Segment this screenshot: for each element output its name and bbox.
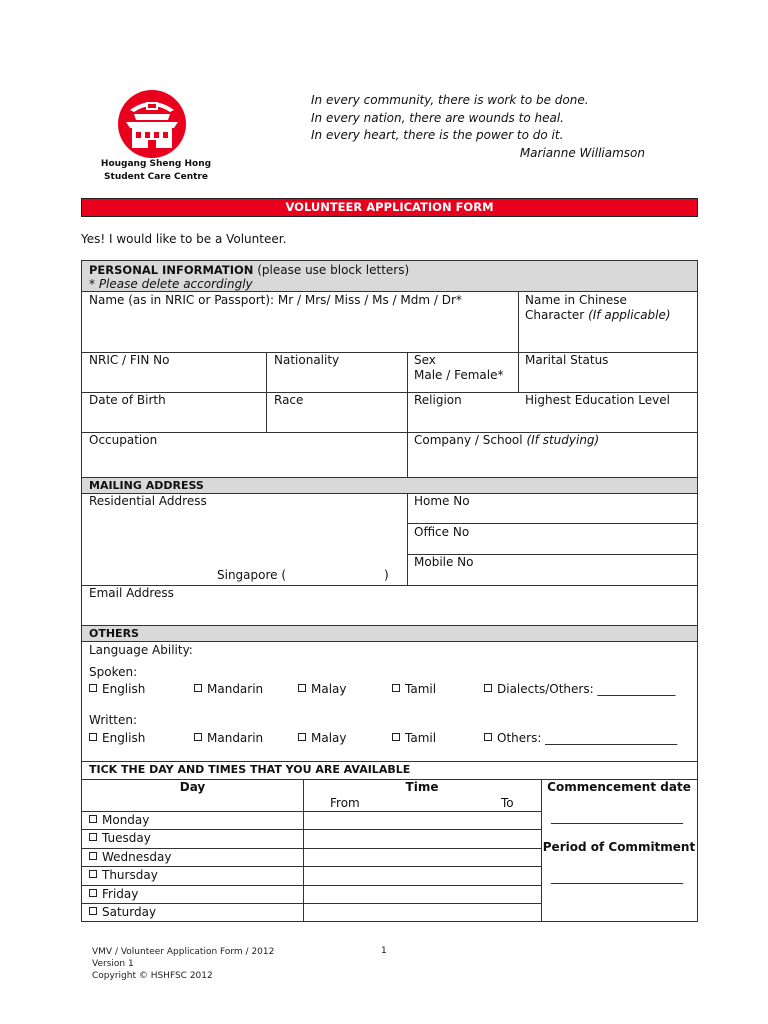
period-of-commitment-line[interactable]: ______________________ (551, 870, 683, 884)
others-heading-bg (82, 625, 697, 641)
checkbox-icon[interactable] (298, 733, 306, 741)
option-label: English (102, 682, 146, 696)
company-label: Company / School (414, 433, 523, 447)
singapore-postal-close: ) (384, 568, 389, 582)
spoken-tamil-option[interactable] (392, 682, 436, 697)
residential-address-label: Residential Address (89, 494, 207, 508)
day-label: Saturday (102, 905, 157, 919)
row-divider (82, 585, 697, 586)
company-note: (If studying) (526, 433, 600, 447)
religion-label: Religion (414, 393, 462, 407)
checkbox-icon[interactable] (484, 733, 492, 741)
quote (311, 92, 711, 162)
day-column-header: Day (179, 780, 206, 794)
row-divider (82, 625, 697, 626)
sex-label: Sex (414, 353, 436, 367)
checkbox-icon[interactable] (392, 684, 400, 692)
delete-note: * Please delete accordingly (89, 277, 253, 291)
checkbox-icon[interactable] (89, 852, 97, 860)
name-field-label: Name (as in NRIC or Passport): Mr / Mrs/ Miss / Ms / Mdm / Dr* (89, 293, 462, 307)
row-divider (82, 477, 697, 478)
checkbox-icon[interactable] (298, 684, 306, 692)
day-monday[interactable] (89, 813, 149, 828)
others-heading: OTHERS (89, 627, 139, 640)
intro-text: Yes! I would like to be a Volunteer. (81, 232, 287, 246)
chinese-name-label2: Character (525, 308, 585, 322)
option-label: English (102, 731, 146, 745)
page-number: 1 (381, 946, 387, 956)
day-saturday[interactable] (89, 905, 156, 920)
checkbox-icon[interactable] (194, 733, 202, 741)
written-mandarin-option[interactable] (194, 731, 263, 746)
spoken-english-option[interactable] (89, 682, 145, 697)
chinese-name-label: Name in Chinese (525, 293, 627, 307)
checkbox-icon[interactable] (89, 833, 97, 841)
col-divider (407, 493, 408, 585)
education-label: Highest Education Level (525, 393, 670, 407)
spoken-dialects-option[interactable] (484, 682, 675, 697)
row-divider (82, 761, 697, 762)
period-of-commitment-label: Period of Commitment (542, 840, 696, 854)
singapore-postal-label: Singapore ( (217, 568, 287, 582)
availability-heading: TICK THE DAY AND TIMES THAT YOU ARE AVAILABLE (89, 763, 411, 776)
row-divider (407, 523, 697, 524)
nric-label: NRIC / FIN No (89, 353, 170, 367)
centre-logo (112, 88, 192, 160)
written-tamil-option[interactable] (392, 731, 436, 746)
chinese-name-field (525, 293, 671, 323)
checkbox-icon[interactable] (194, 684, 202, 692)
day-thursday[interactable] (89, 868, 158, 883)
spoken-malay-option[interactable] (298, 682, 347, 697)
option-label: Dialects/Others: _____________ (497, 682, 676, 696)
organisation-name (92, 158, 220, 184)
personal-heading-note: (please use block letters) (257, 263, 410, 277)
written-malay-option[interactable] (298, 731, 347, 746)
row-divider (82, 811, 541, 812)
row-divider (82, 885, 541, 886)
quote-author: Marianne Williamson (519, 145, 645, 160)
day-label: Monday (102, 813, 150, 827)
org-name-line2: Student Care Centre (104, 172, 208, 182)
option-label: Others: ______________________ (497, 731, 678, 745)
day-tuesday[interactable] (89, 831, 151, 846)
footer (92, 946, 274, 982)
nationality-label: Nationality (274, 353, 340, 367)
option-label: Malay (311, 682, 347, 696)
org-name-line1: Hougang Sheng Hong (100, 159, 212, 169)
checkbox-icon[interactable] (89, 733, 97, 741)
time-column-header: Time (405, 780, 439, 794)
checkbox-icon[interactable] (89, 684, 97, 692)
mobile-no-label: Mobile No (414, 555, 474, 569)
marital-status-label: Marital Status (525, 353, 609, 367)
application-form (81, 260, 698, 922)
row-divider (82, 848, 541, 849)
day-label: Friday (102, 887, 139, 901)
written-english-option[interactable] (89, 731, 145, 746)
col-divider (303, 779, 304, 921)
row-divider (82, 866, 541, 867)
dob-label: Date of Birth (89, 393, 166, 407)
day-friday[interactable] (89, 887, 138, 902)
checkbox-icon[interactable] (89, 907, 97, 915)
office-no-label: Office No (414, 525, 470, 539)
chinese-name-note: (If applicable) (588, 308, 671, 322)
spoken-mandarin-option[interactable] (194, 682, 263, 697)
checkbox-icon[interactable] (392, 733, 400, 741)
col-divider (518, 291, 519, 392)
option-label: Malay (311, 731, 347, 745)
checkbox-icon[interactable] (89, 889, 97, 897)
option-label: Mandarin (207, 682, 264, 696)
form-title: VOLUNTEER APPLICATION FORM (81, 198, 698, 217)
quote-line: In every heart, there is the power to do it. (311, 128, 564, 142)
row-divider (82, 903, 541, 904)
sex-field (414, 353, 503, 383)
quote-line: In every community, there is work to be done. (311, 93, 589, 107)
written-others-option[interactable] (484, 731, 677, 746)
option-label: Tamil (405, 682, 437, 696)
home-no-label: Home No (414, 494, 470, 508)
company-field (414, 433, 599, 448)
day-label: Wednesday (102, 850, 172, 864)
col-divider (407, 352, 408, 477)
checkbox-icon[interactable] (484, 684, 492, 692)
row-divider (82, 641, 697, 642)
row-divider (82, 432, 697, 433)
row-divider (82, 829, 541, 830)
spoken-label: Spoken: (89, 665, 138, 679)
occupation-label: Occupation (89, 433, 158, 447)
day-label: Thursday (102, 868, 158, 882)
personal-heading (89, 263, 409, 278)
option-label: Tamil (405, 731, 437, 745)
commencement-date-line[interactable]: ______________________ (551, 810, 683, 824)
language-ability-label: Language Ability: (89, 643, 193, 657)
mailing-heading: MAILING ADDRESS (89, 479, 204, 492)
time-to-label: To (501, 796, 514, 810)
footer-copyright: Copyright © HSHFSC 2012 (92, 971, 213, 981)
email-label: Email Address (89, 586, 174, 600)
checkbox-icon[interactable] (89, 870, 97, 878)
checkbox-icon[interactable] (89, 815, 97, 823)
footer-doc-ref: VMV / Volunteer Application Form / 2012 (92, 947, 275, 957)
sex-options: Male / Female* (414, 368, 504, 382)
footer-version: Version 1 (92, 959, 134, 969)
day-label: Tuesday (102, 831, 151, 845)
written-label: Written: (89, 713, 138, 727)
time-from-label: From (330, 796, 360, 810)
day-wednesday[interactable] (89, 850, 171, 865)
option-label: Mandarin (207, 731, 264, 745)
personal-heading-title: PERSONAL INFORMATION (89, 263, 254, 277)
quote-line: In every nation, there are wounds to heal. (311, 110, 564, 125)
commencement-date-label: Commencement date (547, 780, 691, 794)
race-label: Race (274, 393, 304, 407)
col-divider (266, 352, 267, 432)
